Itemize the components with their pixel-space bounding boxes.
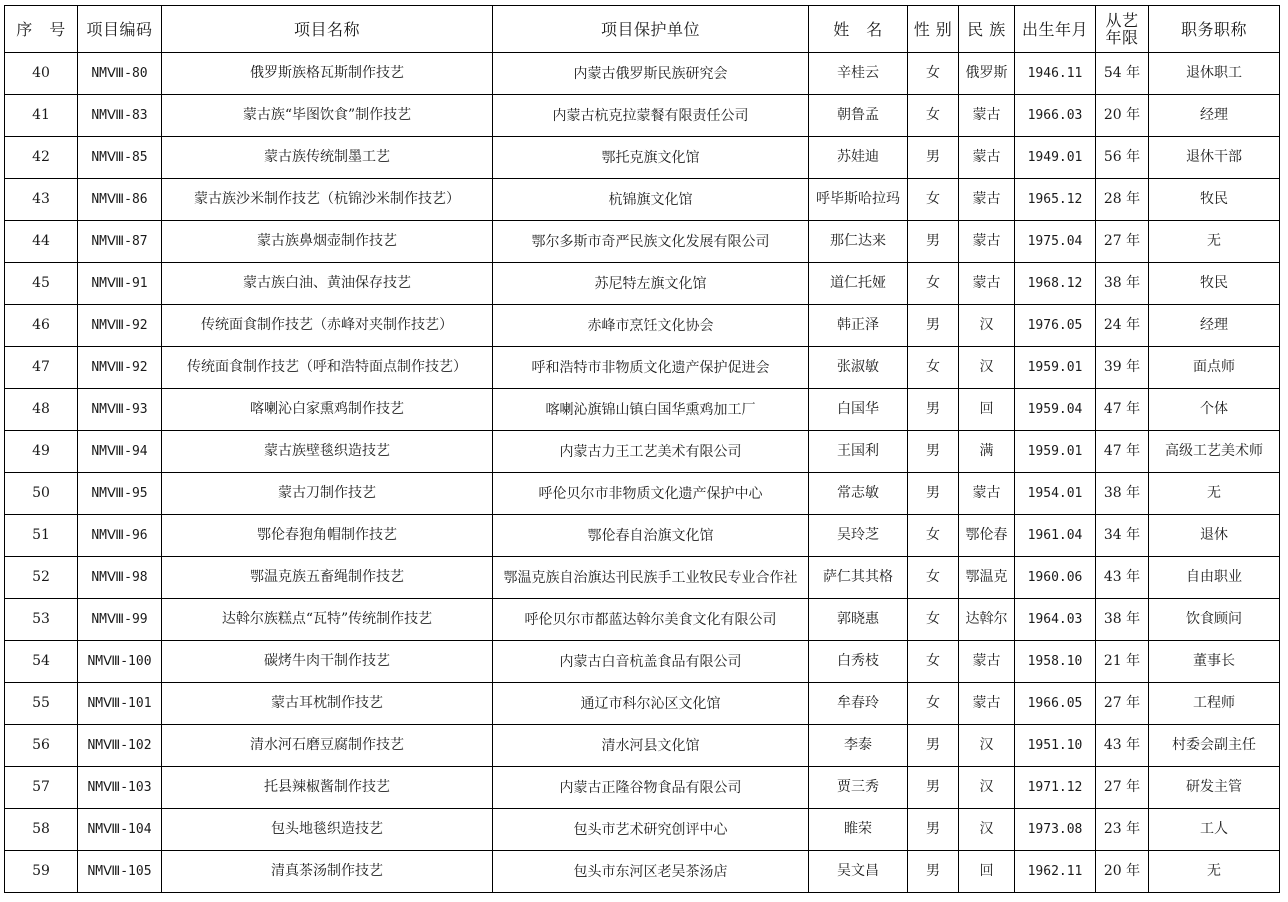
cell-project-name: 蒙古族传统制墨工艺 — [162, 137, 493, 179]
cell-years-practice: 54 年 — [1096, 53, 1149, 95]
table-header — [5, 6, 1280, 53]
cell-protection-unit: 内蒙古白音杭盖食品有限公司 — [493, 641, 809, 683]
cell-years-practice: 27 年 — [1096, 221, 1149, 263]
cell-name: 呼毕斯哈拉玛 — [809, 179, 908, 221]
cell-project-code: NMⅧ-102 — [78, 725, 162, 767]
cell-project-code: NMⅧ-103 — [78, 767, 162, 809]
cell-project-code: NMⅧ-105 — [78, 851, 162, 893]
cell-ethnicity: 蒙古 — [959, 641, 1015, 683]
cell-birth-date: 1965.12 — [1015, 179, 1096, 221]
cell-years-practice: 20 年 — [1096, 851, 1149, 893]
cell-ethnicity: 达斡尔 — [959, 599, 1015, 641]
cell-project-code: NMⅧ-87 — [78, 221, 162, 263]
cell-ethnicity: 鄂伦春 — [959, 515, 1015, 557]
cell-title: 面点师 — [1149, 347, 1280, 389]
cell-project-name: 传统面食制作技艺（呼和浩特面点制作技艺） — [162, 347, 493, 389]
cell-protection-unit: 包头市艺术研究创评中心 — [493, 809, 809, 851]
cell-ethnicity: 蒙古 — [959, 137, 1015, 179]
header-title: 职务职称 — [1149, 6, 1280, 53]
cell-project-code: NMⅧ-99 — [78, 599, 162, 641]
cell-title: 牧民 — [1149, 179, 1280, 221]
cell-birth-date: 1976.05 — [1015, 305, 1096, 347]
cell-gender: 男 — [908, 389, 959, 431]
table-row — [5, 137, 1280, 179]
cell-title: 研发主管 — [1149, 767, 1280, 809]
cell-name: 吴玲芝 — [809, 515, 908, 557]
cell-title: 无 — [1149, 851, 1280, 893]
cell-project-name: 蒙古族白油、黄油保存技艺 — [162, 263, 493, 305]
cell-project-code: NMⅧ-83 — [78, 95, 162, 137]
cell-birth-date: 1962.11 — [1015, 851, 1096, 893]
cell-project-name: 蒙古耳枕制作技艺 — [162, 683, 493, 725]
cell-title: 无 — [1149, 473, 1280, 515]
table-row — [5, 389, 1280, 431]
cell-title: 牧民 — [1149, 263, 1280, 305]
header-name: 姓 名 — [809, 6, 908, 53]
cell-index: 53 — [5, 599, 78, 641]
cell-ethnicity: 汉 — [959, 809, 1015, 851]
cell-project-name: 俄罗斯族格瓦斯制作技艺 — [162, 53, 493, 95]
cell-title: 工人 — [1149, 809, 1280, 851]
cell-gender: 女 — [908, 347, 959, 389]
cell-index: 46 — [5, 305, 78, 347]
table-row — [5, 557, 1280, 599]
cell-project-name: 鄂温克族五畜绳制作技艺 — [162, 557, 493, 599]
table-row — [5, 95, 1280, 137]
table-row — [5, 305, 1280, 347]
table-row — [5, 53, 1280, 95]
cell-project-name: 清水河石磨豆腐制作技艺 — [162, 725, 493, 767]
cell-gender: 女 — [908, 179, 959, 221]
cell-gender: 女 — [908, 599, 959, 641]
cell-gender: 女 — [908, 53, 959, 95]
cell-protection-unit: 清水河县文化馆 — [493, 725, 809, 767]
cell-name: 白秀枝 — [809, 641, 908, 683]
table-row — [5, 179, 1280, 221]
cell-birth-date: 1959.04 — [1015, 389, 1096, 431]
cell-index: 48 — [5, 389, 78, 431]
cell-index: 41 — [5, 95, 78, 137]
table-row — [5, 515, 1280, 557]
cell-protection-unit: 呼和浩特市非物质文化遗产保护促进会 — [493, 347, 809, 389]
cell-ethnicity: 鄂温克 — [959, 557, 1015, 599]
cell-years-practice: 47 年 — [1096, 389, 1149, 431]
header-protection-unit: 项目保护单位 — [493, 6, 809, 53]
cell-name: 萨仁其其格 — [809, 557, 908, 599]
cell-years-practice: 38 年 — [1096, 599, 1149, 641]
table-row — [5, 851, 1280, 893]
cell-index: 54 — [5, 641, 78, 683]
cell-index: 55 — [5, 683, 78, 725]
cell-birth-date: 1961.04 — [1015, 515, 1096, 557]
header-gender: 性 别 — [908, 6, 959, 53]
cell-index: 50 — [5, 473, 78, 515]
cell-name: 白国华 — [809, 389, 908, 431]
cell-gender: 女 — [908, 641, 959, 683]
cell-name: 郭晓惠 — [809, 599, 908, 641]
cell-ethnicity: 蒙古 — [959, 95, 1015, 137]
cell-protection-unit: 鄂伦春自治旗文化馆 — [493, 515, 809, 557]
cell-index: 59 — [5, 851, 78, 893]
cell-protection-unit: 鄂温克族自治旗达刊民族手工业牧民专业合作社 — [493, 557, 809, 599]
cell-ethnicity: 汉 — [959, 347, 1015, 389]
cell-ethnicity: 蒙古 — [959, 683, 1015, 725]
cell-birth-date: 1954.01 — [1015, 473, 1096, 515]
table-row — [5, 599, 1280, 641]
cell-name: 王国利 — [809, 431, 908, 473]
cell-name: 韩正泽 — [809, 305, 908, 347]
cell-protection-unit: 内蒙古杭克拉蒙餐有限责任公司 — [493, 95, 809, 137]
cell-project-code: NMⅧ-93 — [78, 389, 162, 431]
cell-years-practice: 43 年 — [1096, 557, 1149, 599]
cell-birth-date: 1973.08 — [1015, 809, 1096, 851]
cell-gender: 女 — [908, 95, 959, 137]
cell-years-practice: 43 年 — [1096, 725, 1149, 767]
header-project-code: 项目编码 — [78, 6, 162, 53]
cell-years-practice: 39 年 — [1096, 347, 1149, 389]
cell-ethnicity: 蒙古 — [959, 263, 1015, 305]
cell-title: 村委会副主任 — [1149, 725, 1280, 767]
cell-ethnicity: 汉 — [959, 305, 1015, 347]
cell-protection-unit: 呼伦贝尔市非物质文化遗产保护中心 — [493, 473, 809, 515]
cell-years-practice: 24 年 — [1096, 305, 1149, 347]
table-row — [5, 263, 1280, 305]
cell-gender: 女 — [908, 683, 959, 725]
cell-index: 42 — [5, 137, 78, 179]
cell-project-name: 蒙古族“毕图饮食”制作技艺 — [162, 95, 493, 137]
header-index: 序 号 — [5, 6, 78, 53]
cell-name: 张淑敏 — [809, 347, 908, 389]
table-row — [5, 221, 1280, 263]
cell-gender: 男 — [908, 473, 959, 515]
cell-name: 朝鲁孟 — [809, 95, 908, 137]
table-row — [5, 809, 1280, 851]
cell-birth-date: 1958.10 — [1015, 641, 1096, 683]
cell-title: 高级工艺美术师 — [1149, 431, 1280, 473]
cell-protection-unit: 喀喇沁旗锦山镇白国华熏鸡加工厂 — [493, 389, 809, 431]
cell-protection-unit: 通辽市科尔沁区文化馆 — [493, 683, 809, 725]
cell-name: 那仁达来 — [809, 221, 908, 263]
cell-years-practice: 20 年 — [1096, 95, 1149, 137]
cell-index: 40 — [5, 53, 78, 95]
cell-project-code: NMⅧ-86 — [78, 179, 162, 221]
cell-title: 饮食顾问 — [1149, 599, 1280, 641]
cell-ethnicity: 蒙古 — [959, 473, 1015, 515]
header-years-practice: 从艺年限 — [1096, 6, 1149, 53]
cell-index: 49 — [5, 431, 78, 473]
cell-gender: 男 — [908, 221, 959, 263]
cell-years-practice: 56 年 — [1096, 137, 1149, 179]
cell-ethnicity: 蒙古 — [959, 221, 1015, 263]
cell-title: 无 — [1149, 221, 1280, 263]
header-birth-date: 出生年月 — [1015, 6, 1096, 53]
cell-gender: 男 — [908, 137, 959, 179]
cell-protection-unit: 内蒙古俄罗斯民族研究会 — [493, 53, 809, 95]
cell-project-code: NMⅧ-92 — [78, 347, 162, 389]
cell-project-name: 达斡尔族糕点“瓦特”传统制作技艺 — [162, 599, 493, 641]
cell-project-name: 蒙古族鼻烟壶制作技艺 — [162, 221, 493, 263]
table-row — [5, 641, 1280, 683]
cell-gender: 男 — [908, 767, 959, 809]
cell-birth-date: 1966.05 — [1015, 683, 1096, 725]
cell-index: 57 — [5, 767, 78, 809]
cell-project-name: 蒙古族壁毯织造技艺 — [162, 431, 493, 473]
cell-protection-unit: 包头市东河区老吴茶汤店 — [493, 851, 809, 893]
cell-index: 52 — [5, 557, 78, 599]
cell-birth-date: 1968.12 — [1015, 263, 1096, 305]
cell-index: 58 — [5, 809, 78, 851]
cell-index: 43 — [5, 179, 78, 221]
cell-index: 47 — [5, 347, 78, 389]
cell-ethnicity: 汉 — [959, 725, 1015, 767]
inheritor-table — [4, 5, 1280, 893]
cell-project-name: 喀喇沁白家熏鸡制作技艺 — [162, 389, 493, 431]
cell-project-code: NMⅧ-85 — [78, 137, 162, 179]
cell-protection-unit: 杭锦旗文化馆 — [493, 179, 809, 221]
cell-protection-unit: 内蒙古正隆谷物食品有限公司 — [493, 767, 809, 809]
cell-years-practice: 28 年 — [1096, 179, 1149, 221]
cell-ethnicity: 汉 — [959, 767, 1015, 809]
cell-protection-unit: 苏尼特左旗文化馆 — [493, 263, 809, 305]
table-row — [5, 683, 1280, 725]
cell-project-code: NMⅧ-91 — [78, 263, 162, 305]
cell-title: 退休 — [1149, 515, 1280, 557]
cell-title: 退休职工 — [1149, 53, 1280, 95]
cell-birth-date: 1959.01 — [1015, 347, 1096, 389]
cell-name: 吴文昌 — [809, 851, 908, 893]
cell-title: 经理 — [1149, 305, 1280, 347]
header-project-name: 项目名称 — [162, 6, 493, 53]
cell-title: 自由职业 — [1149, 557, 1280, 599]
cell-name: 贾三秀 — [809, 767, 908, 809]
cell-years-practice: 38 年 — [1096, 473, 1149, 515]
cell-birth-date: 1946.11 — [1015, 53, 1096, 95]
cell-name: 道仁托娅 — [809, 263, 908, 305]
cell-years-practice: 38 年 — [1096, 263, 1149, 305]
cell-gender: 女 — [908, 263, 959, 305]
cell-birth-date: 1964.03 — [1015, 599, 1096, 641]
cell-birth-date: 1959.01 — [1015, 431, 1096, 473]
cell-index: 51 — [5, 515, 78, 557]
cell-project-code: NMⅧ-96 — [78, 515, 162, 557]
table-row — [5, 725, 1280, 767]
cell-years-practice: 27 年 — [1096, 767, 1149, 809]
cell-project-name: 蒙古刀制作技艺 — [162, 473, 493, 515]
cell-name: 牟春玲 — [809, 683, 908, 725]
cell-gender: 女 — [908, 515, 959, 557]
cell-birth-date: 1975.04 — [1015, 221, 1096, 263]
header-row — [5, 6, 1280, 53]
cell-ethnicity: 回 — [959, 851, 1015, 893]
cell-ethnicity: 俄罗斯 — [959, 53, 1015, 95]
cell-name: 李泰 — [809, 725, 908, 767]
cell-ethnicity: 满 — [959, 431, 1015, 473]
cell-project-code: NMⅧ-104 — [78, 809, 162, 851]
cell-title: 个体 — [1149, 389, 1280, 431]
cell-protection-unit: 鄂托克旗文化馆 — [493, 137, 809, 179]
cell-ethnicity: 蒙古 — [959, 179, 1015, 221]
cell-birth-date: 1960.06 — [1015, 557, 1096, 599]
table-row — [5, 347, 1280, 389]
cell-index: 45 — [5, 263, 78, 305]
cell-gender: 女 — [908, 557, 959, 599]
table-body — [5, 53, 1280, 893]
cell-name: 苏娃迪 — [809, 137, 908, 179]
header-ethnicity: 民 族 — [959, 6, 1015, 53]
cell-project-name: 包头地毯织造技艺 — [162, 809, 493, 851]
cell-birth-date: 1951.10 — [1015, 725, 1096, 767]
cell-protection-unit: 鄂尔多斯市奇严民族文化发展有限公司 — [493, 221, 809, 263]
cell-name: 常志敏 — [809, 473, 908, 515]
cell-project-name: 传统面食制作技艺（赤峰对夹制作技艺） — [162, 305, 493, 347]
cell-name: 睢荣 — [809, 809, 908, 851]
cell-project-code: NMⅧ-92 — [78, 305, 162, 347]
cell-years-practice: 34 年 — [1096, 515, 1149, 557]
cell-project-name: 托县辣椒酱制作技艺 — [162, 767, 493, 809]
cell-gender: 男 — [908, 305, 959, 347]
cell-gender: 男 — [908, 725, 959, 767]
cell-project-name: 碳烤牛肉干制作技艺 — [162, 641, 493, 683]
cell-years-practice: 47 年 — [1096, 431, 1149, 473]
cell-birth-date: 1966.03 — [1015, 95, 1096, 137]
cell-title: 经理 — [1149, 95, 1280, 137]
cell-years-practice: 27 年 — [1096, 683, 1149, 725]
cell-index: 44 — [5, 221, 78, 263]
cell-ethnicity: 回 — [959, 389, 1015, 431]
cell-name: 辛桂云 — [809, 53, 908, 95]
cell-gender: 男 — [908, 809, 959, 851]
cell-project-name: 蒙古族沙米制作技艺（杭锦沙米制作技艺） — [162, 179, 493, 221]
cell-project-code: NMⅧ-100 — [78, 641, 162, 683]
cell-project-code: NMⅧ-94 — [78, 431, 162, 473]
cell-protection-unit: 呼伦贝尔市都蓝达斡尔美食文化有限公司 — [493, 599, 809, 641]
cell-birth-date: 1971.12 — [1015, 767, 1096, 809]
cell-protection-unit: 赤峰市烹饪文化协会 — [493, 305, 809, 347]
cell-birth-date: 1949.01 — [1015, 137, 1096, 179]
table-row — [5, 431, 1280, 473]
cell-project-code: NMⅧ-95 — [78, 473, 162, 515]
cell-gender: 男 — [908, 431, 959, 473]
cell-project-code: NMⅧ-80 — [78, 53, 162, 95]
cell-project-name: 鄂伦春狍角帽制作技艺 — [162, 515, 493, 557]
table-row — [5, 767, 1280, 809]
cell-title: 董事长 — [1149, 641, 1280, 683]
cell-title: 退休干部 — [1149, 137, 1280, 179]
cell-gender: 男 — [908, 851, 959, 893]
cell-title: 工程师 — [1149, 683, 1280, 725]
cell-years-practice: 23 年 — [1096, 809, 1149, 851]
cell-project-name: 清真茶汤制作技艺 — [162, 851, 493, 893]
cell-years-practice: 21 年 — [1096, 641, 1149, 683]
cell-project-code: NMⅧ-101 — [78, 683, 162, 725]
cell-index: 56 — [5, 725, 78, 767]
cell-protection-unit: 内蒙古力王工艺美术有限公司 — [493, 431, 809, 473]
table-row — [5, 473, 1280, 515]
cell-project-code: NMⅧ-98 — [78, 557, 162, 599]
